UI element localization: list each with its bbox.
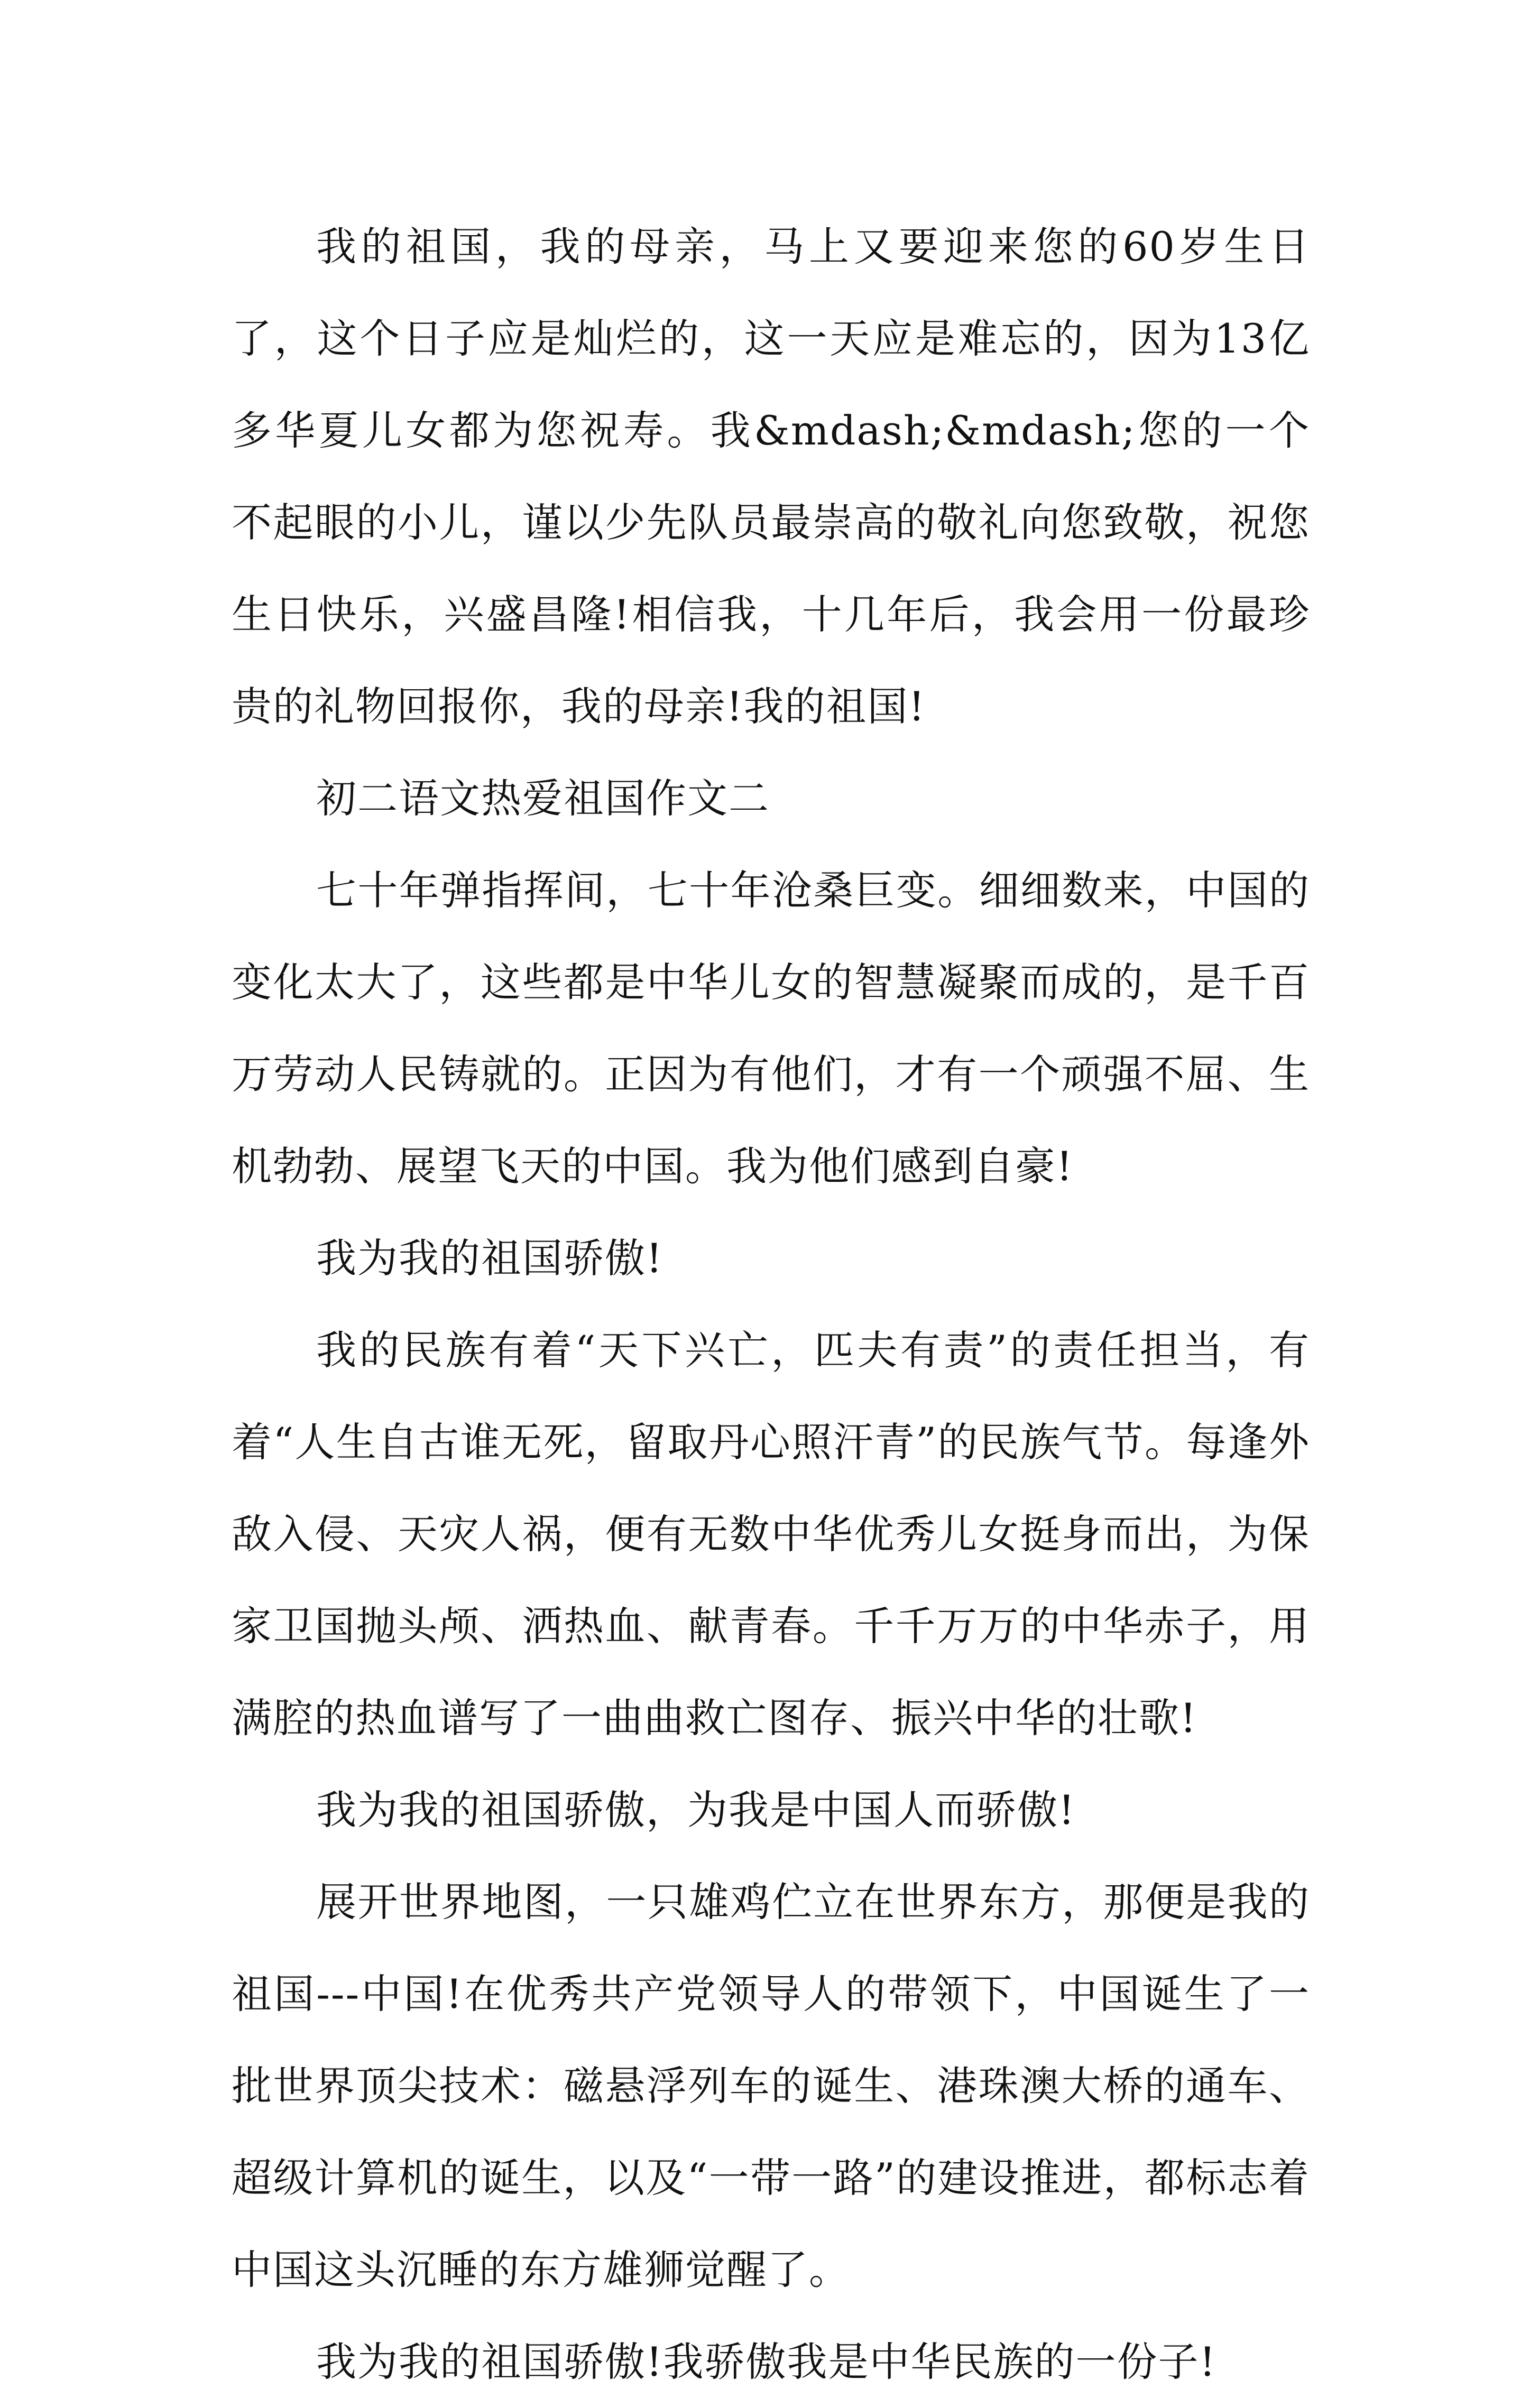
paragraph-nation-spirit: 我的民族有着“天下兴亡，匹夫有责”的责任担当，有着“人生自古谁无死，留取丹心照汗青”的民族气节。每逢外敌入侵、天灾人祸，便有无数中华优秀儿女挺身而出，为保家卫国抛头颅、洒热血、献青春。千千万万的中华赤子，用满腔的热血谱写了一曲曲救亡图存、振兴中华的壮歌! [232,1327,1310,1742]
paragraph-proud-3: 我为我的祖国骄傲!我骄傲我是中华民族的一份子! [316,2338,1217,2385]
paragraph-birthday: 我的祖国，我的母亲，马上又要迎来您的60岁生日了，这个日子应是灿烂的，这一天应是难忘的，因为13亿多华夏儿女都为您祝寿。我&mdash;&mdash;您的一个不起眼的小儿，谨以少先队员最崇高的敬礼向您致敬，祝您生日快乐，兴盛昌隆!相信我，十几年后，我会用一份最珍贵的礼物回报你，我的母亲!我的祖国! [232,223,1310,730]
paragraph-proud-2: 我为我的祖国骄傲，为我是中国人而骄傲! [316,1786,1076,1833]
paragraph-world-map: 展开世界地图，一只雄鸡伫立在世界东方，那便是我的祖国---中国!在优秀共产党领导人的带领下，中国诞生了一批世界顶尖技术：磁悬浮列车的诞生、港珠澳大桥的通车、超级计算机的诞生，以及“一带一路”的建设推进，都标志着中国这头沉睡的东方雄狮觉醒了。 [232,1878,1310,2293]
document-body [232,201,1310,2408]
paragraph-proud-1: 我为我的祖国骄傲! [316,1235,663,1282]
essay-heading: 初二语文热爱祖国作文二 [316,775,770,822]
paragraph-seventy-years: 七十年弹指挥间，七十年沧桑巨变。细细数来，中国的变化太大了，这些都是中华儿女的智慧凝聚而成的，是千百万劳动人民铸就的。正因为有他们，才有一个顽强不屈、生机勃勃、展望飞天的中国。我为他们感到自豪! [232,867,1310,1190]
